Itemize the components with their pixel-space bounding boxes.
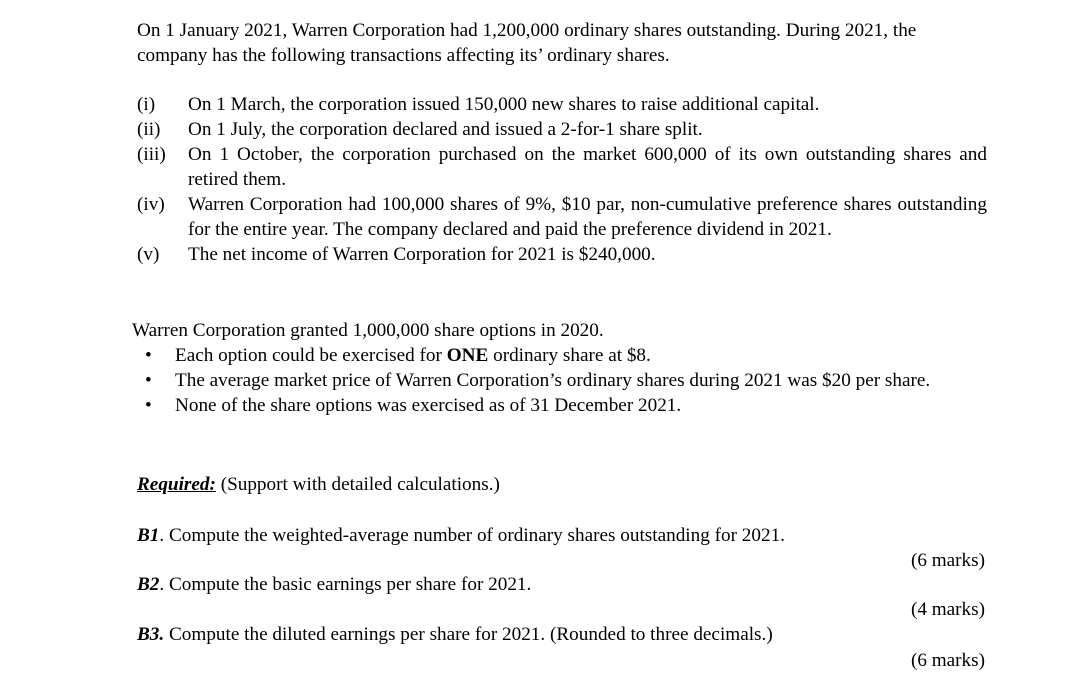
list-item	[132, 368, 987, 393]
item-number: (i)	[137, 94, 156, 115]
list-item	[132, 393, 987, 418]
item-number: (ii)	[137, 119, 161, 140]
question-b3: B3. Compute the diluted earnings per share for 2021. (Rounded to three decimals.)	[137, 624, 773, 645]
required-note: (Support with detailed calculations.)	[215, 474, 500, 495]
bullet-text: None of the share options was exercised as of 31 December 2021.	[175, 395, 682, 416]
required-label: Required:	[137, 474, 216, 495]
bullet-icon: •	[145, 345, 152, 366]
list-item	[137, 117, 987, 142]
required-heading	[137, 472, 500, 497]
bullet-text: The average market price of Warren Corporation’s ordinary shares during 2021 was $20 per share.	[175, 370, 931, 391]
marks-b3: (6 marks)	[910, 650, 985, 671]
bullet-text: Each option could be exercised for ONE ordinary share at $8.	[175, 345, 651, 366]
bullet-icon: •	[145, 395, 152, 416]
item-text: Warren Corporation had 100,000 shares of 9%, $10 par, non-cumulative preference shares outstanding for the entire year. The company declared and paid the preference dividend in 2021.	[188, 194, 987, 240]
item-number: (iii)	[137, 144, 166, 165]
options-bullet-list	[132, 343, 987, 418]
item-text: On 1 July, the corporation declared and issued a 2-for-1 share split.	[188, 119, 703, 140]
bullet-icon: •	[145, 370, 152, 391]
item-number: (v)	[137, 244, 160, 265]
item-number: (iv)	[137, 194, 165, 215]
item-text: On 1 October, the corporation purchased on the market 600,000 of its own outstanding shares and retired them.	[188, 144, 987, 190]
list-item	[137, 242, 987, 267]
question-b2: B2. Compute the basic earnings per share for 2021.	[137, 574, 532, 595]
marks-b1: (6 marks)	[910, 550, 985, 571]
transaction-list	[137, 92, 987, 267]
list-item	[132, 343, 987, 368]
question-b1: B1. Compute the weighted-average number of ordinary shares outstanding for 2021.	[137, 525, 785, 546]
item-text: On 1 March, the corporation issued 150,000 new shares to raise additional capital.	[188, 94, 820, 115]
marks-b2: (4 marks)	[910, 599, 985, 620]
item-text: The net income of Warren Corporation for 2021 is $240,000.	[188, 244, 656, 265]
options-intro: Warren Corporation granted 1,000,000 share options in 2020.	[132, 320, 604, 341]
list-item	[137, 192, 987, 242]
intro-paragraph: On 1 January 2021, Warren Corporation had 1,200,000 ordinary shares outstanding. During 2021, the company has the following transactions affecting its’ ordinary shares.	[137, 20, 917, 66]
list-item	[137, 142, 987, 192]
list-item	[137, 92, 987, 117]
